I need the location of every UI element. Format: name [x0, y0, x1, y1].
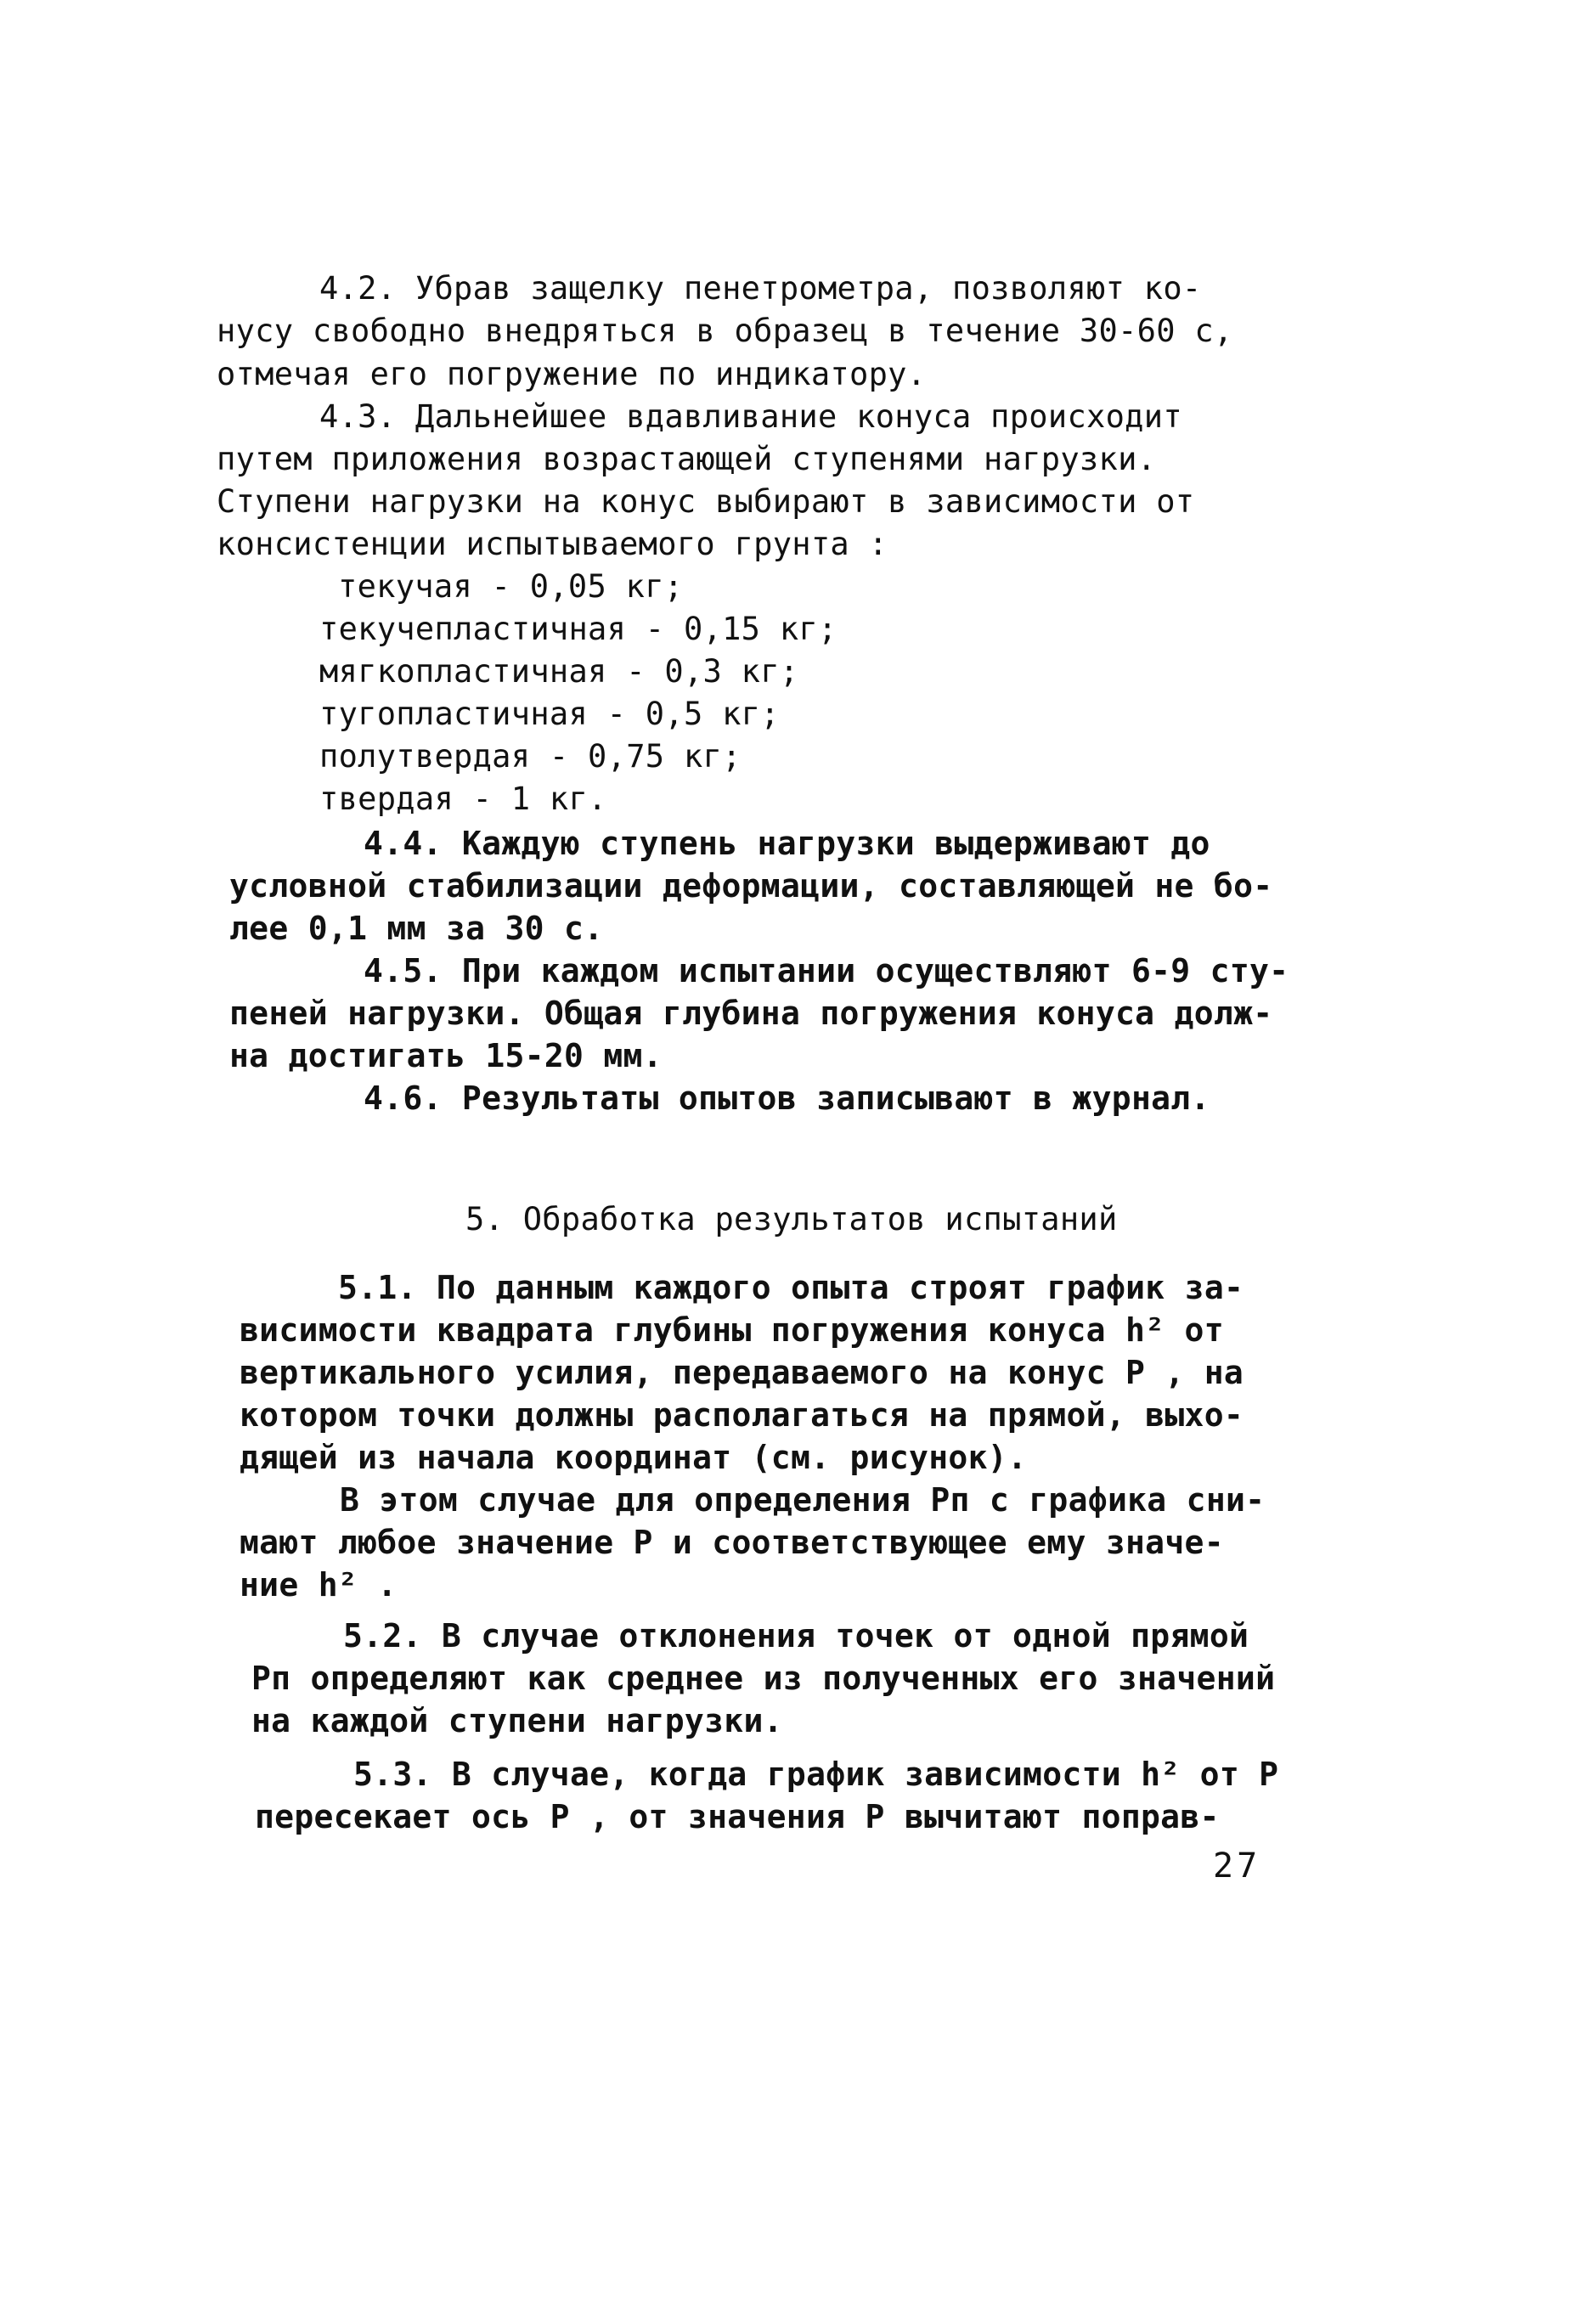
text-line: условной стабилизации деформации, составляющей не бо- [229, 867, 1273, 905]
list-item: текучепластичная - 0,15 кг; [319, 611, 837, 647]
text-line: пеней нагрузки. Общая глубина погружения конуса долж- [229, 995, 1273, 1032]
text-line: котором точки должны располагаться на прямой, выхо- [240, 1396, 1244, 1434]
text-line: пересекает ось P , от значения P вычитают поправ- [255, 1798, 1220, 1835]
text-line: дящей из начала координат (см. рисунок). [240, 1439, 1028, 1476]
text-line: мают любое значение P и соответствующее ему значе- [240, 1524, 1224, 1561]
text-line: 5.1. По данным каждого опыта строят график за- [338, 1269, 1244, 1306]
section-heading: 5. Обработка результатов испытаний [465, 1201, 1118, 1237]
text-line: 5.3. В случае, когда график зависимости h² от P [353, 1756, 1279, 1793]
text-line: путем приложения возрастающей ступенями нагрузки. [217, 441, 1157, 477]
text-line: Ступени нагрузки на конус выбирают в зависимости от [217, 483, 1195, 520]
text-line: 4.4. Каждую ступень нагрузки выдерживают до [364, 825, 1210, 862]
text-line: ние h² . [240, 1566, 398, 1604]
text-line: висимости квадрата глубины погружения конуса h² от [240, 1311, 1224, 1349]
list-item: тугопластичная - 0,5 кг; [319, 696, 780, 732]
list-item: твердая - 1 кг. [319, 781, 607, 817]
list-item: полутвердая - 0,75 кг; [319, 738, 742, 775]
text-line: отмечая его погружение по индикатору. [217, 356, 927, 392]
text-line: на каждой ступени нагрузки. [251, 1702, 783, 1739]
text-line: Pп определяют как среднее из полученных его значений [251, 1660, 1276, 1697]
list-item: текучая - 0,05 кг; [338, 568, 684, 605]
text-line: на достигать 15-20 мм. [229, 1037, 663, 1074]
list-item: мягкопластичная - 0,3 кг; [319, 653, 799, 690]
text-line: лее 0,1 мм за 30 с. [229, 910, 604, 947]
text-line: 5.2. В случае отклонения точек от одной прямой [343, 1617, 1249, 1655]
text-line: 4.6. Результаты опытов записывают в журнал. [364, 1080, 1210, 1117]
text-line: консистенции испытываемого грунта : [217, 526, 888, 562]
text-line: нусу свободно внедряться в образец в течение 30-60 с, [217, 313, 1233, 349]
text-line: 4.3. Дальнейшее вдавливание конуса происходит [319, 398, 1182, 435]
text-line: 4.2. Убрав защелку пенетрометра, позволяют ко- [319, 270, 1202, 307]
text-line: 4.5. При каждом испытании осуществляют 6-9 сту- [364, 952, 1289, 989]
text-line: В этом случае для определения Pп с графика сни- [340, 1481, 1266, 1519]
text-line: вертикального усилия, передаваемого на конус P , на [240, 1354, 1244, 1391]
page-number: 27 [1213, 1846, 1261, 1886]
